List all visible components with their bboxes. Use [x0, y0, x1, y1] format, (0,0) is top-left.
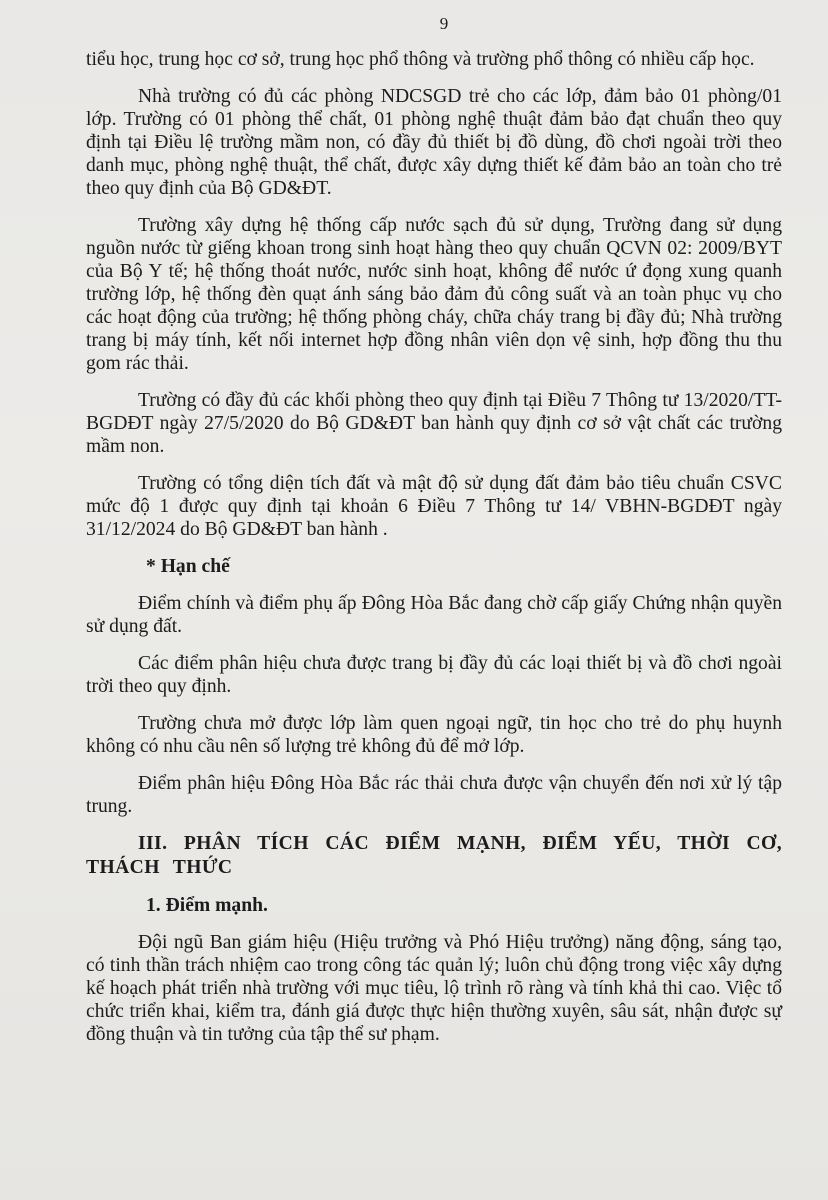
paragraph-language-classes: Trường chưa mở được lớp làm quen ngoại ngữ, tin học cho trẻ do phụ huynh không có nhu cầu nên số lượng trẻ không đủ để mở lớp.: [86, 713, 782, 757]
limitations-heading: * Hạn chế: [146, 556, 230, 577]
paragraph-leadership: Đội ngũ Ban giám hiệu (Hiệu trưởng và Phó Hiệu trưởng) năng động, sáng tạo, có tinh thần trách nhiệm cao trong công tác quản lý; luôn chủ động trong việc xây dựng kế hoạch phát triển nhà trường với mục tiêu, lộ trình rõ ràng và tính khả thi cao. Việc tổ chức triển khai, kiểm tra, đánh giá được thực hiện thường xuyên, sâu sát, nhận được sự đồng thuận và tin tưởng của tập thể sư phạm.: [86, 932, 782, 1045]
page-number: 9: [439, 14, 449, 33]
paragraph-continuation: tiểu học, trung học cơ sở, trung học phổ thông và trường phổ thông có nhiều cấp học.: [86, 49, 755, 70]
paragraph-water-system: Trường xây dựng hệ thống cấp nước sạch đủ sử dụng, Trường đang sử dụng nguồn nước từ giếng khoan trong sinh hoạt hàng theo quy chuẩn QCVN 02: 2009/BYT của Bộ Y tế; hệ thống thoát nước, nước sinh hoạt, không để nước ứ đọng xung quanh trường lớp, hệ thống đèn quạt ánh sáng bảo đảm đủ công suất và an toàn phục vụ cho các hoạt động của trường; hệ thống phòng cháy, chữa cháy trang bị đầy đủ; Nhà trường trang bị máy tính, kết nối internet hợp đồng nhân viên dọn vệ sinh, hợp đồng thu thu gom rác thải.: [86, 215, 782, 374]
section-heading-text: III. PHÂN TÍCH CÁC ĐIỂM MẠNH, ĐIỂM YẾU, THỜI CƠ, THÁCH THỨC: [86, 833, 782, 878]
strengths-heading: 1. Điểm mạnh.: [146, 895, 268, 916]
paragraph-land-certificate: Điểm chính và điểm phụ ấp Đông Hòa Bắc đang chờ cấp giấy Chứng nhận quyền sử dụng đất.: [86, 593, 782, 637]
paragraph-waste: Điểm phân hiệu Đông Hòa Bắc rác thải chưa được vận chuyển đến nơi xử lý tập trung.: [86, 773, 782, 817]
paragraph-land-area: Trường có tổng diện tích đất và mật độ sử dụng đất đảm bảo tiêu chuẩn CSVC mức độ 1 được quy định tại khoản 6 Điều 7 Thông tư 14/ VBHN-BGDĐT ngày 31/12/2024 do Bộ GD&ĐT ban hành .: [86, 473, 782, 540]
section-heading: [86, 832, 782, 880]
paragraph-equipment: Các điểm phân hiệu chưa được trang bị đầy đủ các loại thiết bị và đồ chơi ngoài trời theo quy định.: [86, 653, 782, 697]
paragraph-classrooms: Nhà trường có đủ các phòng NDCSGD trẻ cho các lớp, đảm bảo 01 phòng/01 lớp. Trường có 01 phòng thể chất, 01 phòng nghệ thuật đảm bảo đạt chuẩn theo quy định tại Điều lệ trường mầm non, có đầy đủ thiết bị đồ dùng, đồ chơi ngoài trời theo danh mục, phòng nghệ thuật, thể chất, được xây dựng thiết kế đảm bảo an toàn cho trẻ theo quy định của Bộ GD&ĐT.: [86, 86, 782, 199]
paragraph-room-blocks: Trường có đầy đủ các khối phòng theo quy định tại Điều 7 Thông tư 13/2020/TT-BGDĐT ngày 27/5/2020 do Bộ GD&ĐT ban hành quy định cơ sở vật chất các trường mầm non.: [86, 390, 782, 457]
